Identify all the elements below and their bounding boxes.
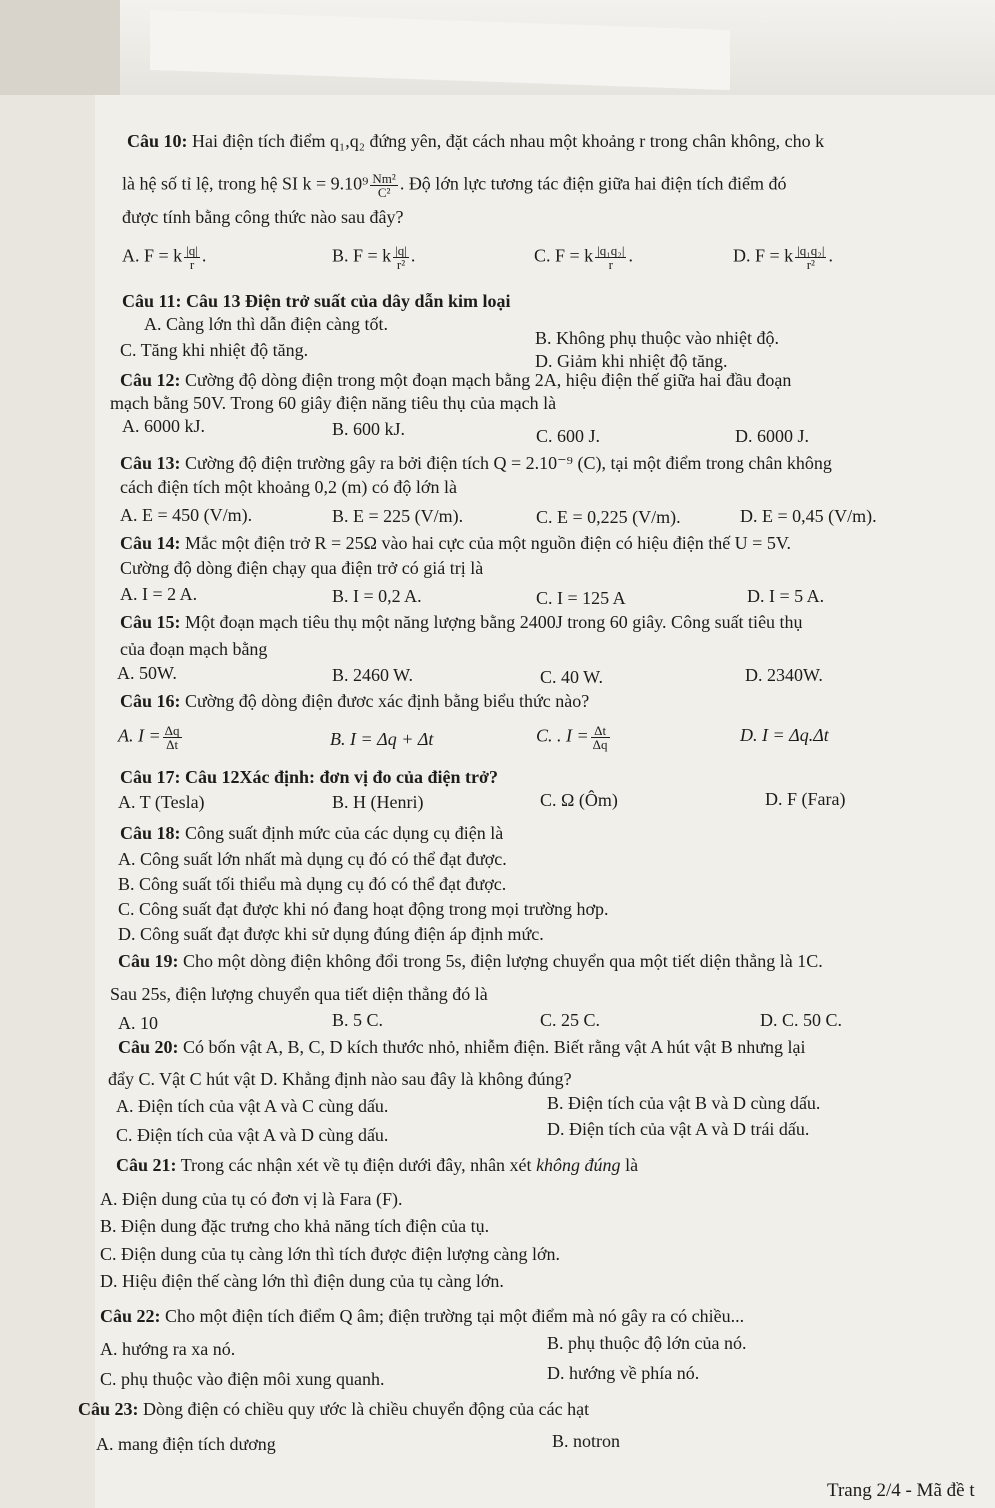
q14-line2: Cường độ dòng điện chạy qua điện trở có giá trị là — [120, 558, 484, 578]
q10-line1: Câu 10: Hai điện tích điểm q₁,q₂ đứng yên, đặt cách nhau một khoảng r trong chân không, cho k — [127, 131, 825, 151]
q13-option-c: C. E = 0,225 (V/m). — [536, 507, 681, 527]
q21-title: Câu 21: Trong các nhận xét về tụ điện dưới đây, nhân xét không đúng là — [116, 1155, 639, 1175]
q16-option-c: C. . I = $\frac{\Delta t}{\Delta q}$ — [536, 723, 608, 752]
q18-option-c: C. Công suất đạt được khi nó đang hoạt động trong mọi trường hơp. — [118, 899, 609, 919]
q20-option-b: B. Điện tích của vật B và D cùng dấu. — [547, 1093, 821, 1113]
q10-option-b: B. F = k $\frac{|q|}{\text{r²}}$ . — [332, 243, 416, 272]
q10-line3: được tính bằng công thức nào sau đây? — [122, 207, 404, 227]
q23-option-b: B. notron — [552, 1431, 621, 1451]
q21-option-a: A. Điện dung của tụ có đơn vị là Fara (F). — [100, 1189, 403, 1209]
q16-title: Câu 16: Cường độ dòng điện đươc xác định bằng biểu thức nào? — [120, 691, 590, 711]
q10-option-c: C. F = k $\frac{\text{|q₁q₂|}}{r}$ . — [534, 243, 633, 272]
q15-line2: của đoạn mạch bằng — [120, 639, 268, 659]
q14-option-b: B. I = 0,2 A. — [332, 586, 422, 606]
q10-option-d: D. F = k $\frac{\text{|q₁q₂|}}{\text{r²}}$ . — [733, 243, 833, 272]
q15-line1: Câu 15: Một đoạn mạch tiêu thụ một năng lượng bằng 2400J trong 60 giây. Công suất tiêu thụ — [120, 612, 803, 632]
q16-option-d: D. I = Δq.Δt — [740, 725, 829, 745]
photo-top-background — [0, 0, 995, 95]
q20-option-d: D. Điện tích của vật A và D trái dấu. — [547, 1119, 810, 1139]
q17-option-d: D. F (Fara) — [765, 789, 846, 809]
q11-option-d: D. Giảm khi nhiệt độ tăng. — [535, 351, 728, 371]
q23-option-a: A. mang điện tích dương — [96, 1434, 276, 1454]
q17-option-c: C. Ω (Ôm) — [540, 790, 618, 810]
q20-line1: Câu 20: Có bốn vật A, B, C, D kích thước nhỏ, nhiễm điện. Biết rằng vật A hút vật B nhưng lại — [118, 1037, 806, 1057]
q17-option-a: A. T (Tesla) — [118, 792, 205, 812]
q18-option-d: D. Công suất đạt được khi sử dụng đúng điện áp định mức. — [118, 924, 544, 944]
q22-title: Câu 22: Cho một điện tích điểm Q âm; điện trường tại một điểm mà nó gây ra có chiều... — [100, 1306, 745, 1326]
q22-option-d: D. hướng về phía nó. — [547, 1363, 700, 1383]
q10-line2: là hệ số tỉ lệ, trong hệ SI k = 9.10⁹ $\frac{\text{Nm²}}{\text{C²}}$ . Độ lớn lực tương tác điện giữa hai điện tích điểm đó — [122, 171, 787, 200]
q15-option-c: C. 40 W. — [540, 667, 604, 687]
q18-option-b: B. Công suất tối thiểu mà dụng cụ đó có thể đạt được. — [118, 874, 507, 894]
q20-option-a: A. Điện tích của vật A và C cùng dấu. — [116, 1096, 389, 1116]
q21-option-d: D. Hiệu điện thế càng lớn thì điện dung của tụ càng lớn. — [100, 1271, 504, 1291]
page-footer: Trang 2/4 - Mã đề t — [827, 1480, 975, 1501]
q18-option-a: A. Công suất lớn nhất mà dụng cụ đó có thể đạt được. — [118, 849, 507, 869]
q19-option-b: B. 5 C. — [332, 1010, 384, 1030]
q12-option-b: B. 600 kJ. — [332, 419, 406, 439]
q16-option-a: A. I = $\frac{\Delta q}{\Delta t}$ — [118, 723, 180, 752]
q14-option-a: A. I = 2 A. — [120, 584, 198, 604]
q15-option-a: A. 50W. — [117, 663, 177, 683]
q15-option-d: D. 2340W. — [745, 665, 823, 685]
q13-option-d: D. E = 0,45 (V/m). — [740, 506, 877, 526]
photo-dark-corner — [0, 0, 120, 95]
paper-edge — [150, 10, 730, 90]
q22-option-c: C. phụ thuộc vào điện môi xung quanh. — [100, 1369, 385, 1389]
q13-option-a: A. E = 450 (V/m). — [120, 505, 253, 525]
q20-line2: đẩy C. Vật C hút vật D. Khẳng định nào sau đây là không đúng? — [108, 1069, 572, 1089]
q13-line1: Câu 13: Cường độ điện trường gây ra bởi điện tích Q = 2.10⁻⁹ (C), tại một điểm trong chân không — [120, 453, 832, 473]
q12-line1: Câu 12: Cường độ dòng điện trong một đoạn mạch bằng 2A, hiệu điện thế giữa hai đầu đoạn — [120, 370, 792, 390]
q22-option-b: B. phụ thuộc độ lớn của nó. — [547, 1333, 747, 1353]
q12-option-d: D. 6000 J. — [735, 426, 810, 446]
q17-title: Câu 17: Câu 12Xác định: đơn vị đo của điện trở? — [120, 767, 499, 787]
q11-option-a: A. Càng lớn thì dẫn điện càng tốt. — [144, 314, 388, 334]
q11-title: Câu 11: Câu 13 Điện trở suất của dây dẫn kim loại — [122, 291, 511, 311]
q11-option-c: C. Tăng khi nhiệt độ tăng. — [120, 340, 309, 360]
q16-option-b: B. I = Δq + Δt — [330, 729, 434, 749]
q20-option-c: C. Điện tích của vật A và D cùng dấu. — [116, 1125, 389, 1145]
q12-option-a: A. 6000 kJ. — [122, 416, 206, 436]
q17-option-b: B. H (Henri) — [332, 792, 424, 812]
q13-line2: cách điện tích một khoảng 0,2 (m) có độ lớn là — [120, 477, 457, 497]
q10-option-a: A. F = k $\frac{|q|}{r}$ . — [122, 243, 207, 272]
q19-line2: Sau 25s, điện lượng chuyển qua tiết diện thẳng đó là — [110, 984, 488, 1004]
q14-option-d: D. I = 5 A. — [747, 586, 825, 606]
q14-option-c: C. I = 125 A — [536, 588, 626, 608]
q19-option-a: A. 10 — [118, 1013, 158, 1033]
q19-option-d: D. C. 50 C. — [760, 1010, 843, 1030]
q12-option-c: C. 600 J. — [536, 426, 601, 446]
q19-line1: Câu 19: Cho một dòng điện không đổi trong 5s, điện lượng chuyển qua một tiết diện thẳng là 1C. — [118, 951, 823, 971]
q13-option-b: B. E = 225 (V/m). — [332, 506, 464, 526]
q14-line1: Câu 14: Mắc một điện trở R = 25Ω vào hai cực của một nguồn điện có hiệu điện thế U = 5V. — [120, 533, 792, 553]
q21-option-c: C. Điện dung của tụ càng lớn thì tích được điện lượng càng lớn. — [100, 1244, 560, 1264]
q11-option-b: B. Không phụ thuộc vào nhiệt độ. — [535, 328, 779, 348]
q23-title: Câu 23: Dòng điện có chiều quy ước là chiều chuyển động của các hạt — [78, 1399, 590, 1419]
q22-option-a: A. hướng ra xa nó. — [100, 1339, 236, 1359]
q18-title: Câu 18: Công suất định mức của các dụng cụ điện là — [120, 823, 504, 843]
q12-line2: mạch bằng 50V. Trong 60 giây điện năng tiêu thụ của mạch là — [110, 393, 557, 413]
q15-option-b: B. 2460 W. — [332, 665, 414, 685]
q19-option-c: C. 25 C. — [540, 1010, 601, 1030]
q21-option-b: B. Điện dung đặc trưng cho khả năng tích điện của tụ. — [100, 1216, 490, 1236]
